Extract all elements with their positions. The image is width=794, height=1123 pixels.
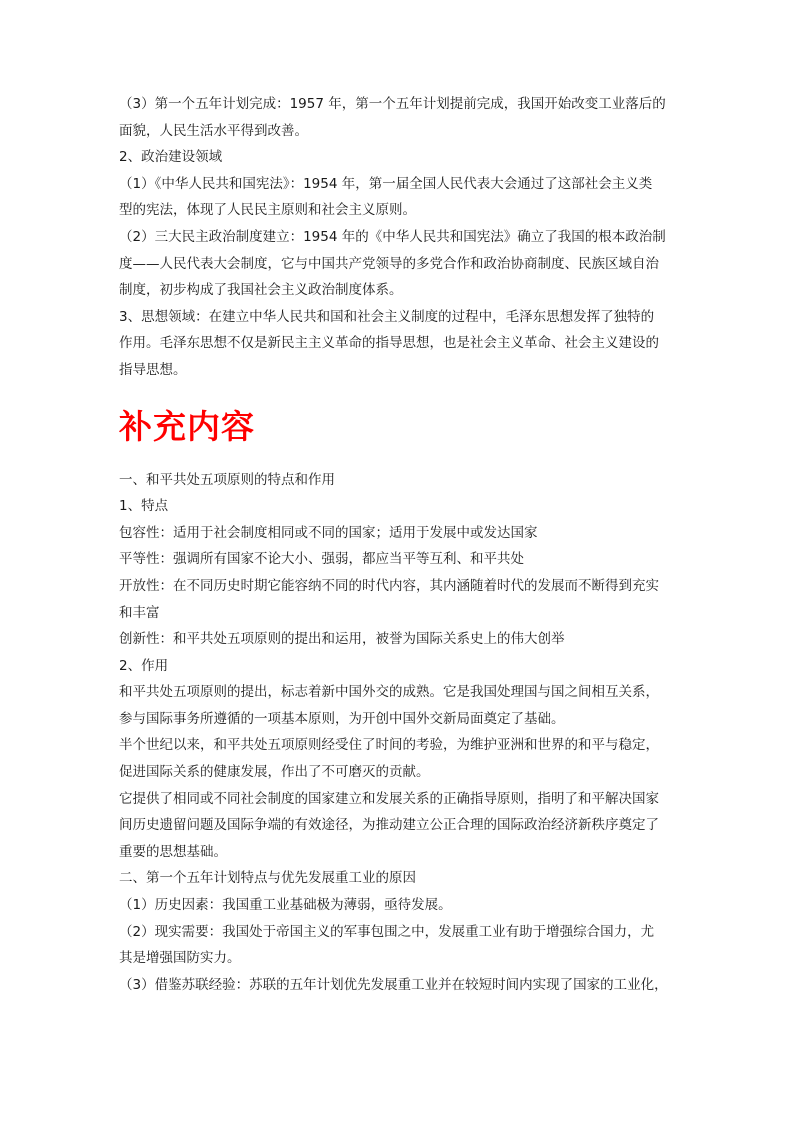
text-block-supplement — [119, 467, 679, 999]
paragraph-line: （3）第一个五年计划完成：1957 年，第一个五年计划提前完成，我国开始改变工业落后的 — [119, 96, 666, 112]
document-content — [119, 91, 679, 998]
paragraph-line: 3、思想领域：在建立中华人民共和国和社会主义制度的过程中，毛泽东思想发挥了独特的 — [119, 308, 655, 325]
paragraph-line: 重要的思想基础。 — [119, 843, 227, 860]
heading-five-year-plan: 二、第一个五年计划特点与优先发展重工业的原因 — [119, 870, 416, 887]
paragraph-line: （3）借鉴苏联经验：苏联的五年计划优先发展重工业并在较短时间内实现了国家的工业化， — [119, 976, 668, 993]
paragraph-line: 指导思想。 — [119, 361, 187, 378]
paragraph-line: （2）现实需要：我国处于帝国主义的军事包围之中，发展重工业有助于增强综合国力，尤 — [119, 923, 655, 940]
paragraph-line: 参与国际事务所遵循的一项基本原则，为开创中国外交新局面奠定了基础。 — [119, 710, 565, 727]
heading-five-principles: 一、和平共处五项原则的特点和作用 — [119, 471, 335, 488]
subheading-features: 1、特点 — [119, 498, 169, 515]
paragraph-line: 半个世纪以来，和平共处五项原则经受住了时间的考验，为维护亚洲和世界的和平与稳定， — [119, 737, 659, 754]
section-title: 补充内容 — [119, 406, 255, 446]
paragraph-line: 度——人民代表大会制度，它与中国共产党领导的多党合作和政治协商制度、民族区域自治 — [119, 255, 659, 272]
paragraph-line: 面貌，人民生活水平得到改善。 — [119, 122, 308, 139]
paragraph-line: 型的宪法，体现了人民民主原则和社会主义原则。 — [119, 202, 416, 219]
paragraph-line: 促进国际关系的健康发展，作出了不可磨灭的贡献。 — [119, 764, 430, 781]
paragraph-line: 开放性：在不同历史时期它能容纳不同的时代内容，其内涵随着时代的发展而不断得到充实 — [119, 577, 659, 594]
paragraph-line: 和丰富 — [119, 604, 160, 621]
paragraph-line: 它提供了相同或不同社会制度的国家建立和发展关系的正确指导原则，指明了和平解决国家 — [119, 790, 659, 807]
paragraph-line: 创新性：和平共处五项原则的提出和运用，被誉为国际关系史上的伟大创举 — [119, 631, 565, 648]
paragraph-line: 包容性：适用于社会制度相同或不同的国家；适用于发展中或发达国家 — [119, 524, 538, 541]
paragraph-line: 制度，初步构成了我国社会主义政治制度体系。 — [119, 282, 403, 299]
paragraph-line: （2）三大民主政治制度建立：1954 年的《中华人民共和国宪法》确立了我国的根本政治制 — [119, 228, 666, 245]
paragraph-line: 和平共处五项原则的提出，标志着新中国外交的成熟。它是我国处理国与国之间相互关系， — [119, 684, 659, 701]
subheading-political: 2、政治建设领域 — [119, 149, 223, 166]
paragraph-line: （1）历史因素：我国重工业基础极为薄弱，亟待发展。 — [119, 897, 452, 914]
paragraph-line: （1）《中华人民共和国宪法》：1954 年，第一届全国人民代表大会通过了这部社会主义类 — [119, 175, 653, 192]
paragraph-line: 其是增强国防实力。 — [119, 950, 241, 967]
subheading-effects: 2、作用 — [119, 657, 169, 674]
paragraph-line: 作用。毛泽东思想不仅是新民主主义革命的指导思想，也是社会主义革命、社会主义建设的 — [119, 335, 659, 352]
paragraph-line: 间历史遗留问题及国际争端的有效途径，为推动建立公正合理的国际政治经济新秩序奠定了 — [119, 817, 659, 834]
paragraph-line: 平等性：强调所有国家不论大小、强弱，都应当平等互利、和平共处 — [119, 551, 524, 568]
text-block-history — [119, 91, 679, 384]
